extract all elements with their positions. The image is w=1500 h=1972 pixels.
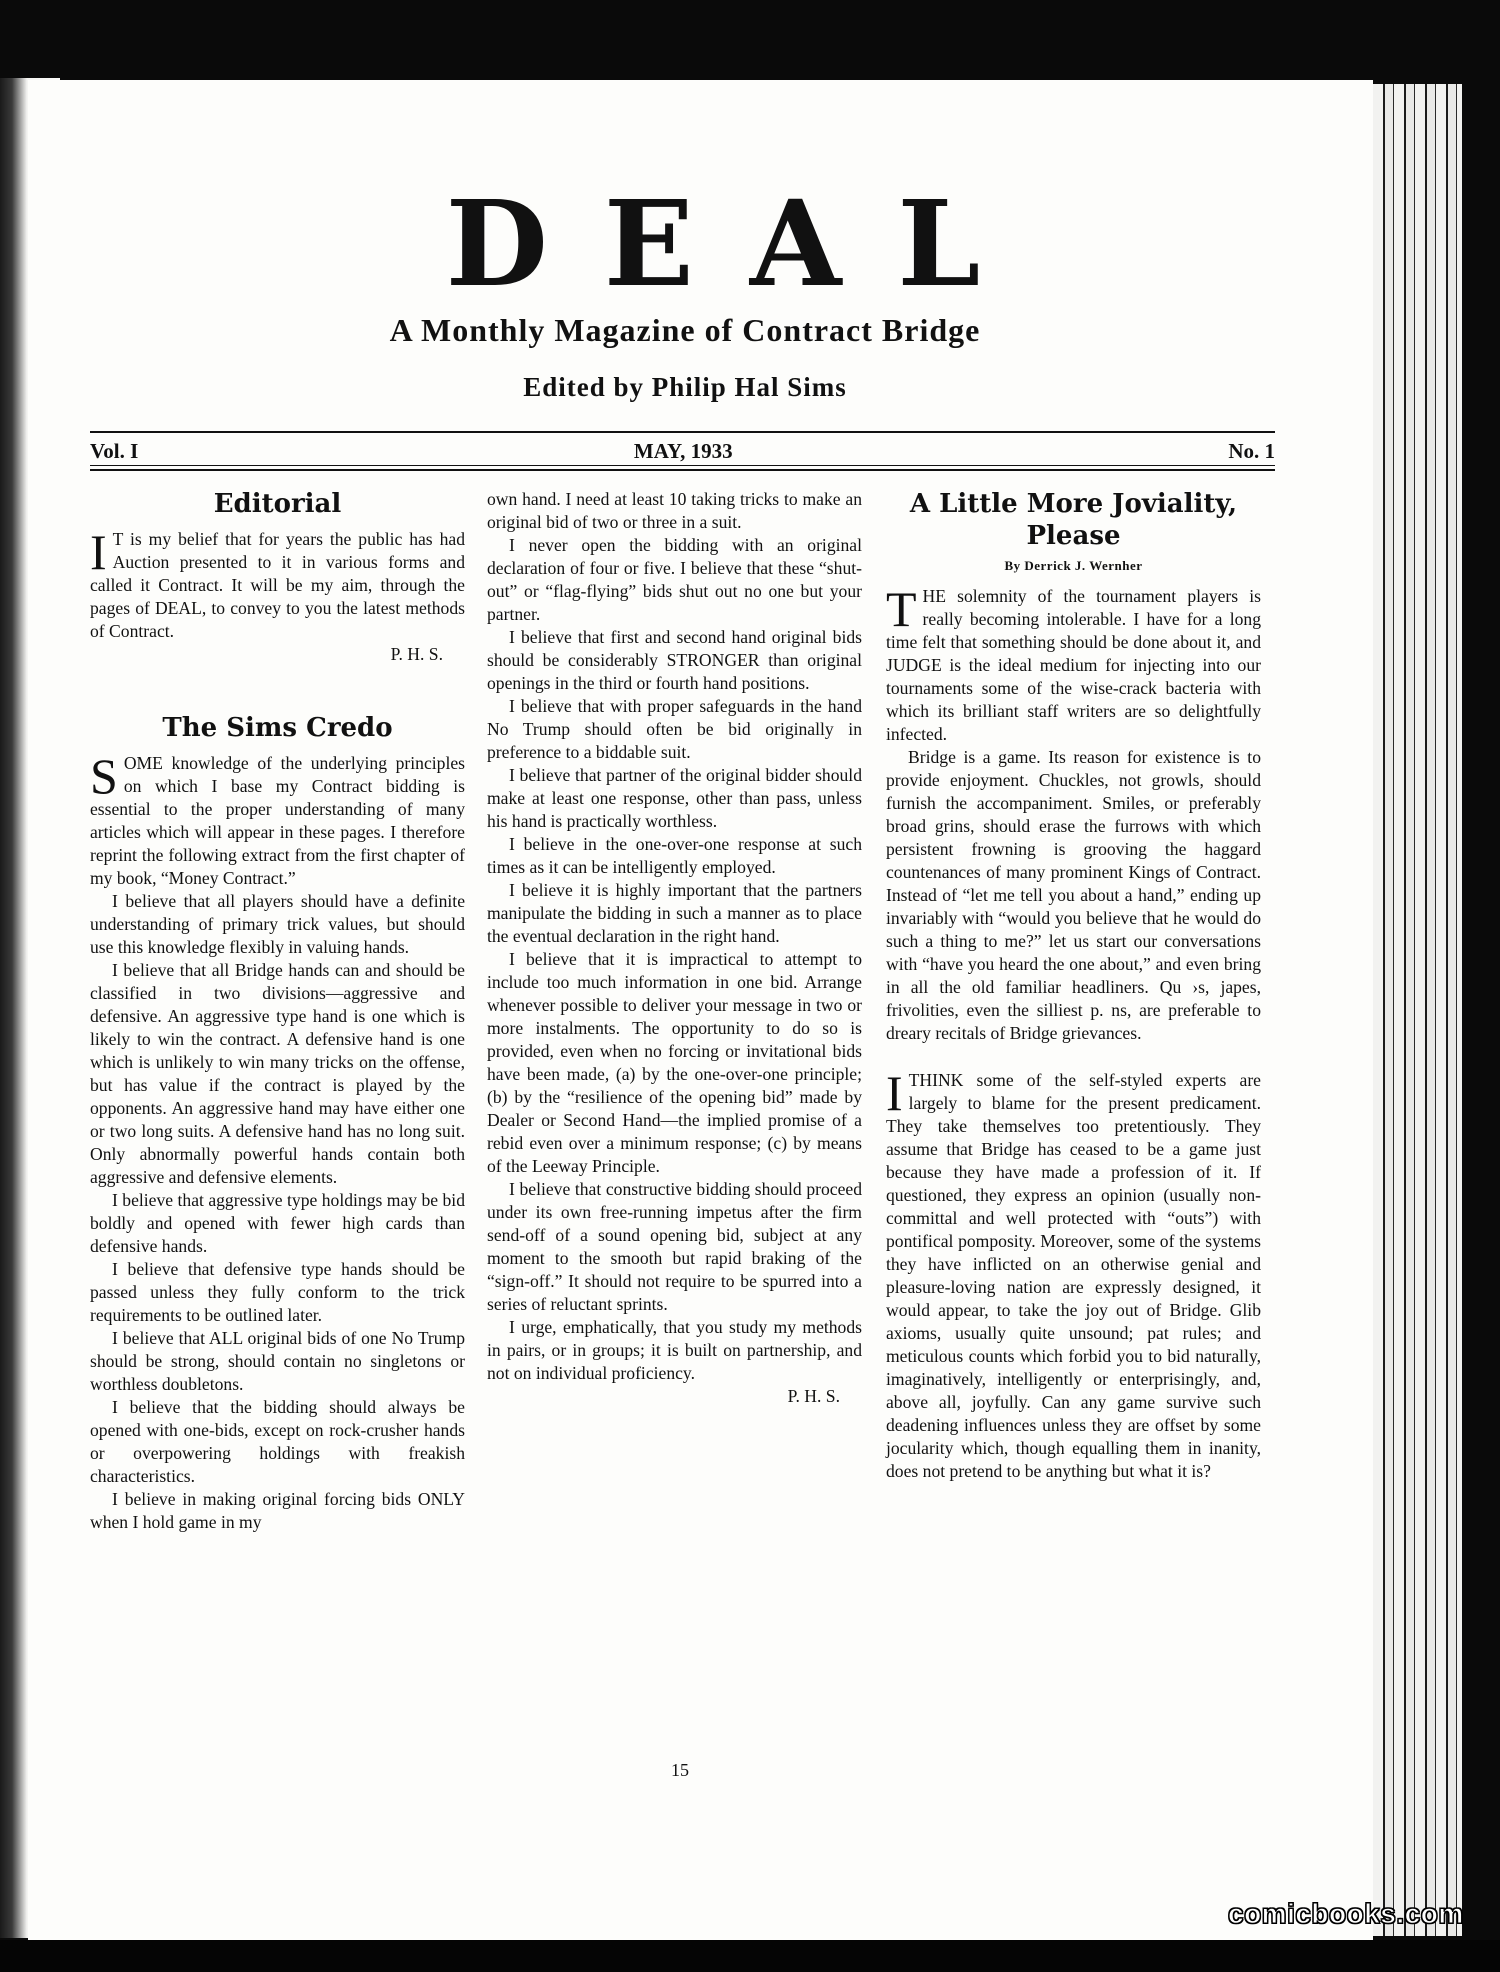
credo-paragraph: I believe that ALL original bids of one No Trump should be strong, should contain no singletons or worthless doubletons.: [90, 1328, 465, 1394]
credo-paragraph: I believe that defensive type hands should be passed unless they fully conform to the trick requirements to be outlined later.: [90, 1259, 465, 1325]
credo-signature: P. H. S.: [787, 1386, 840, 1406]
editorial-signature: P. H. S.: [390, 644, 443, 664]
credo-intro-text: OME knowledge of the underlying principles on which I base my Contract bidding is essential to the proper understanding of many articles which will appear in these pages. I therefore reprint the following extract from the first chapter of my book, “Money Contract.”: [90, 753, 465, 888]
column-3: [886, 488, 1261, 1483]
credo-paragraph: I believe that it is impractical to attempt to include too much information in one bid. Arrange whenever possible to deliver your message in two or more instalments. The opportunity to do so is provided, even when no forcing or invitational bids have been made, (a) by the one-over-one principle; (b) by the “resilience of the opening bid” made by Dealer or Second Hand—the implied promise of a rebid even over a minimum response; (c) by means of the Leeway Principle.: [487, 949, 862, 1176]
credo-dropcap: S: [90, 748, 118, 804]
credo-paragraph: I urge, emphatically, that you study my methods in pairs, or in groups; it is built on partnership, and not on individual proficiency.: [487, 1317, 862, 1383]
issue-info-row: [90, 438, 1275, 464]
credo-paragraph: I believe that the bidding should always be opened with one-bids, except on rock-crusher hands or overpowering holdings with freakish characteristics.: [90, 1397, 465, 1486]
joviality-text-3: THINK some of the self-styled experts are largely to blame for the present predicament. They take themselves too pretentiously. They assume that Bridge has ceased to be a game just because they have made a profession of it. If questioned, they express an opinion (usually non-committal and well protected with “outs”) with pontifical pomposity. Moreover, some of the systems they have inflicted on an otherwise genial and pleasure-loving nation are expressly designed, it would appear, to take the joy out of Bridge. Glib axioms, usually quite unsound; pat rules; and meticulous counts which forbid you to bid naturally, imaginatively, intelligently or enterprisingly, and, above all, joyfully. Can any game survive such deadening influences unless they are offset by some jocularity which, though equalling them in inanity, does not pretend to be anything but what it is?: [886, 1070, 1261, 1481]
joviality-paragraph-1: [886, 581, 1261, 746]
page-number: 15: [671, 1760, 689, 1780]
issue-volume: Vol. I: [90, 438, 139, 463]
joviality-paragraph-3: [886, 1065, 1261, 1483]
editorial-text: T is my belief that for years the public has had Auction presented to it in various forms and called it Contract. It will be my aim, through the pages of DEAL, to convey to you the latest methods of Contract.: [90, 529, 465, 641]
credo-paragraph: I never open the bidding with an original declaration of four or five. I believe that these “shut-out” or “flag-flying” bids shut out no one but your partner.: [487, 535, 862, 624]
credo-paragraph: I believe that first and second hand original bids should be considerably STRONGER than original openings in the third or fourth hand positions.: [487, 627, 862, 693]
column-1: [90, 488, 465, 1534]
credo-paragraph: I believe that all Bridge hands can and should be classified in two divisions—aggressive and defensive. An aggressive type hand is one which is likely to win the contract. A defensive hand is one which is unlikely to win many tricks on the offense, but has value if the contract is played by the opponents. An aggressive hand may have either one or two long suits. A defensive hand has no long suit. Only abnormally powerful hands contain both aggressive and defensive elements.: [90, 960, 465, 1187]
scan-bottom-border: [0, 1940, 1500, 1972]
credo-paragraph: I believe in making original forcing bids ONLY when I hold game in my: [90, 1489, 465, 1532]
joviality-byline: By Derrick J. Wernher: [1004, 558, 1143, 573]
bottom-rule-thin: [90, 465, 1275, 466]
editorial-heading: Editorial: [213, 489, 342, 519]
credo-paragraph: I believe that all players should have a definite understanding of primary trick values, but should use this knowledge flexibly in valuing hands.: [90, 891, 465, 957]
editorial-dropcap: I: [90, 524, 107, 580]
credo-paragraph: I believe it is highly important that the partners manipulate the bidding in such a manner as to place the eventual declaration in the right hand.: [487, 880, 862, 946]
credo-paragraph: I believe in the one-over-one response at such times as it can be intelligently employed.: [487, 834, 862, 877]
editorial-body: [90, 524, 465, 643]
column-2: [487, 488, 862, 1408]
credo-paragraph: I believe that with proper safeguards in the hand No Trump should often be bid originally in preference to a biddable suit.: [487, 696, 862, 762]
masthead-subtitle: A Monthly Magazine of Contract Bridge: [389, 312, 981, 348]
credo-intro: [90, 748, 465, 890]
joviality-heading: A Little More Joviality, Please: [909, 489, 1238, 551]
masthead-editor: Edited by Philip Hal Sims: [523, 372, 847, 402]
joviality-dropcap-2: I: [886, 1065, 903, 1121]
credo-paragraph: I believe that aggressive type holdings may be bid boldly and opened with fewer high cards than defensive hands.: [90, 1190, 465, 1256]
masthead-title: DEAL: [445, 174, 1037, 313]
top-rule: [90, 431, 1275, 433]
bottom-rule-thick: [90, 469, 1275, 471]
issue-number: No. 1: [1228, 438, 1275, 463]
joviality-text-1: HE solemnity of the tournament players is really becoming intolerable. I have for a long time felt that something should be done about it, and JUDGE is the ideal medium for injecting into our tournaments some of the wise-crack bacteria with which its brilliant staff writers are so delightfully infected.: [886, 586, 1261, 744]
credo-continuation: own hand. I need at least 10 taking tricks to make an original bid of two or three in a suit.: [487, 489, 862, 532]
watermark: comicbooks.com: [1228, 1898, 1464, 1929]
credo-paragraph: I believe that constructive bidding should proceed under its own free-running impetus after the firm send-off of a sound opening bid, subject at any moment to the smooth but rapid braking of the “sign-off.” It should not require to be spurred into a series of reluctant sprints.: [487, 1179, 862, 1314]
joviality-paragraph-2: Bridge is a game. Its reason for existence is to provide enjoyment. Chuckles, not growls, should furnish the accompaniment. Smiles, or preferably broad grins, should erase the furrows with which persistent frowning is grooving the haggard countenances of many prominent Kings of Contract. Instead of “let me tell you about a hand,” ending up invariably with “would you believe that he would do such a thing to me?” let us start our conversations with “have you heard the one about,” and even bring in all the old familiar headliners. Qu ›s, japes, frivolities, even the silliest p. ns, are preferable to dreary recitals of Bridge grievances.: [886, 747, 1261, 1043]
issue-date: MAY, 1933: [633, 438, 733, 463]
credo-heading: The Sims Credo: [162, 713, 393, 743]
credo-paragraph: I believe that partner of the original bidder should make at least one response, other than pass, unless his hand is practically worthless.: [487, 765, 862, 831]
joviality-dropcap-1: T: [886, 581, 917, 637]
